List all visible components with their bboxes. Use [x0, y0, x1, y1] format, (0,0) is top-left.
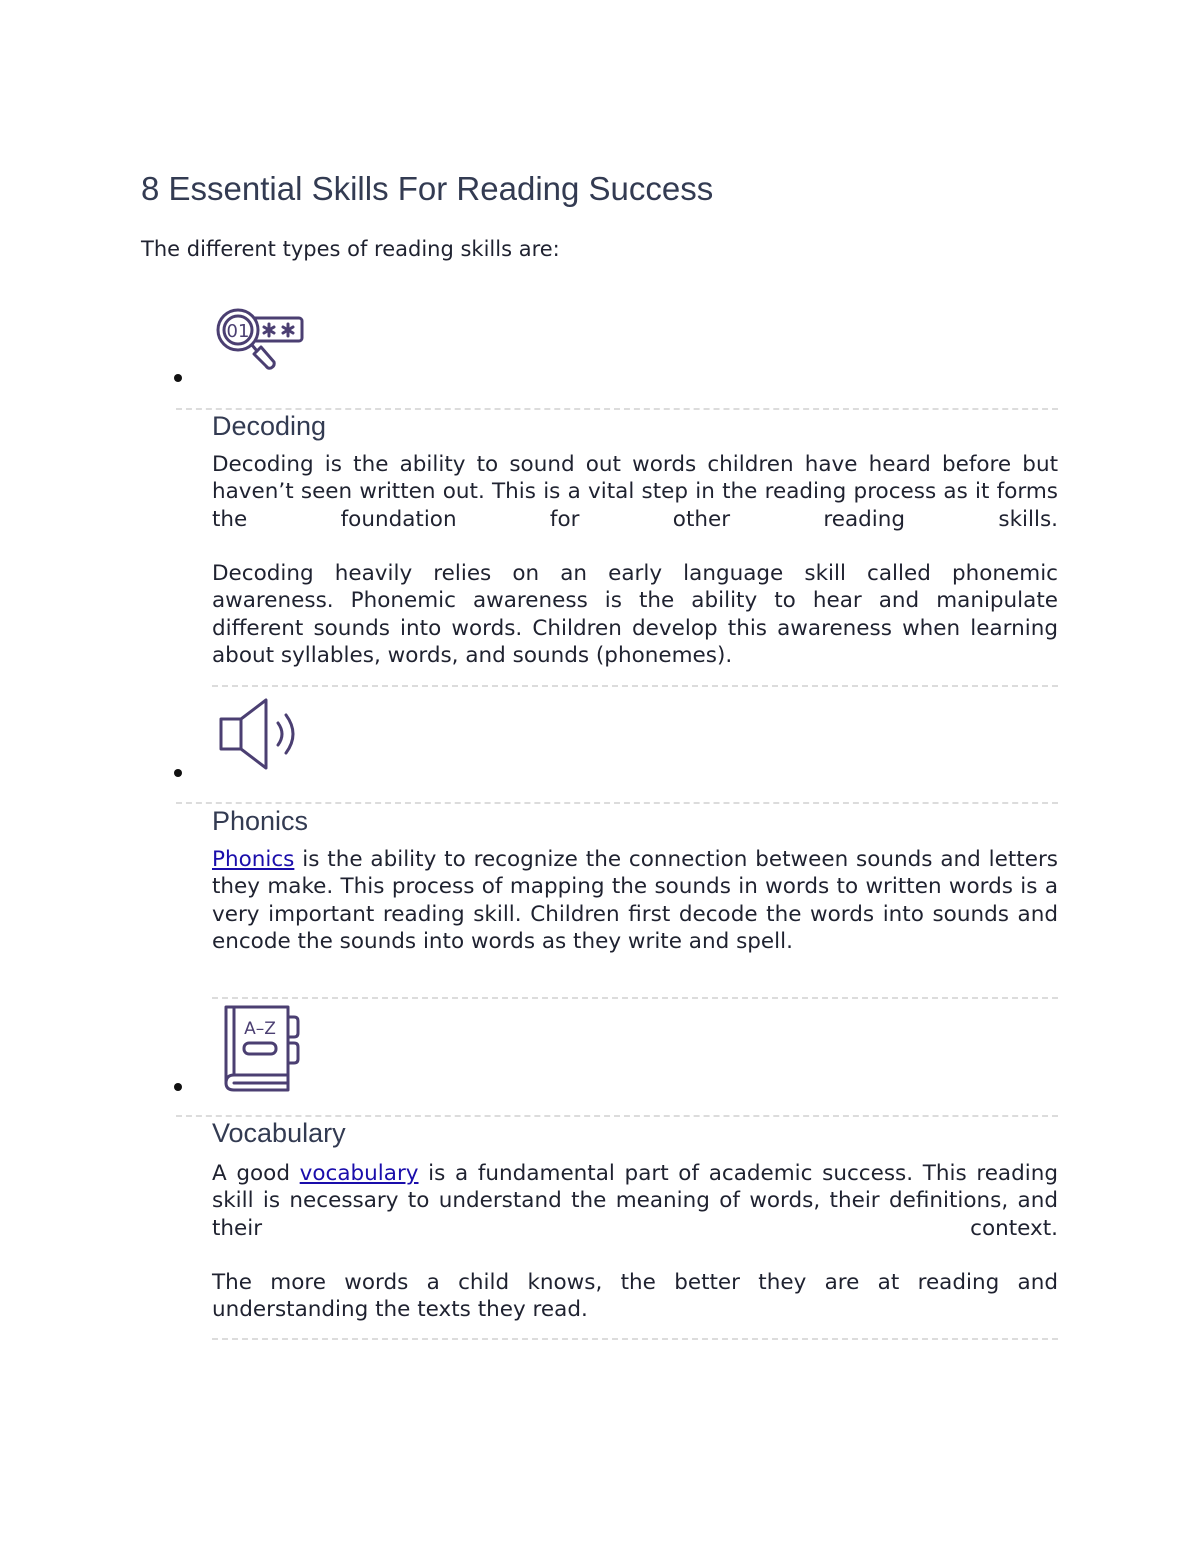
svg-text:01: 01: [226, 321, 250, 342]
skill-heading-decoding: Decoding: [212, 411, 327, 441]
intro-text: The different types of reading skills are:: [141, 237, 560, 261]
list-bullet: [174, 1083, 182, 1091]
a-z-label: A–Z: [244, 1019, 276, 1039]
list-bullet: [174, 374, 182, 382]
decoding-paragraph-1: Decoding is the ability to sound out words children have heard before but haven’t seen written out. This is a vital step in the reading process as it forms the foundation for other reading skills.: [212, 452, 1058, 532]
phonics-paragraph-text: is the ability to recognize the connection between sounds and letters they make. This process of mapping the sounds in words to written words is a very important reading skill. Children first decode the words into sounds and encode the sounds into words as they write and spell.: [212, 847, 1058, 954]
a-z-book-icon: [218, 1003, 302, 1093]
vocabulary-paragraph-text: is a fundamental part of academic success. This reading skill is necessary to understand the meaning of words, their definitions, and their context.: [212, 1161, 1059, 1241]
vocabulary-paragraph-2: The more words a child knows, the better they are at reading and understanding the texts they read.: [212, 1270, 1058, 1323]
dashed-divider: [212, 685, 1058, 687]
phonics-paragraph: [212, 846, 1058, 955]
dashed-divider: [212, 997, 1058, 999]
dashed-divider: [176, 802, 1058, 804]
vocabulary-paragraph-text: A good: [212, 1161, 300, 1186]
list-bullet: [174, 769, 182, 777]
vocabulary-link[interactable]: vocabulary: [299, 1161, 419, 1186]
skill-heading-vocabulary: Vocabulary: [212, 1118, 346, 1148]
dashed-divider: [176, 408, 1058, 410]
magnifier-code-icon: [214, 306, 306, 372]
page-title: 8 Essential Skills For Reading Success: [141, 170, 714, 207]
phonics-link[interactable]: Phonics: [212, 847, 295, 872]
vocabulary-paragraph-1: [212, 1160, 1058, 1242]
dashed-divider: [176, 1115, 1058, 1117]
decoding-paragraph-2: Decoding heavily relies on an early language skill called phonemic awareness. Phonemic awareness is the ability to hear and manipulate different sounds into words. Children develop this awareness when learning about syllables, words, and sounds (phonemes).: [212, 561, 1058, 668]
skill-heading-phonics: Phonics: [212, 806, 309, 836]
speaker-icon: [216, 697, 306, 773]
dashed-divider: [212, 1338, 1058, 1340]
